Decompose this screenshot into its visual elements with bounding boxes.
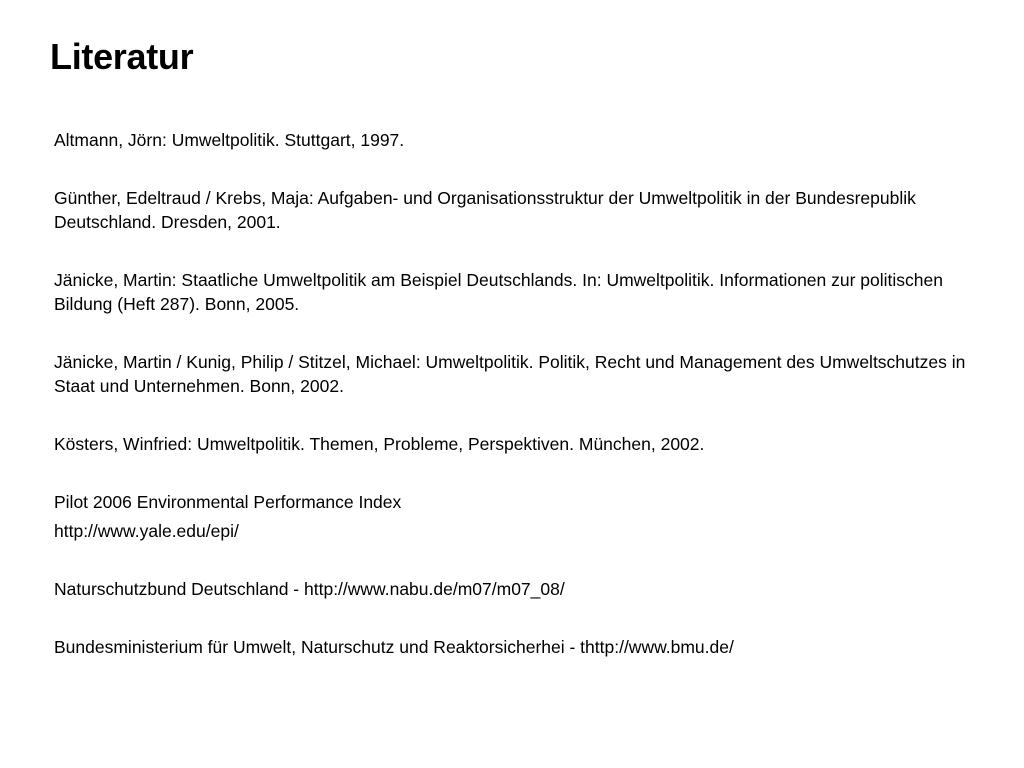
reference-item-guenther: Günther, Edeltraud / Krebs, Maja: Aufgaben- und Organisationsstruktur der Umweltpolitik in der Bundesrepublik Deutschland. Dresden, 2001.	[54, 188, 916, 232]
reference-link-yale[interactable]: http://www.yale.edu/epi/	[54, 521, 239, 541]
reference-item-epi: Pilot 2006 Environmental Performance Index	[54, 492, 402, 512]
reference-item-jaenicke-2005: Jänicke, Martin: Staatliche Umweltpolitik am Beispiel Deutschlands. In: Umweltpolitik. Informationen zur politischen Bildung (Heft 287). Bonn, 2005.	[54, 270, 943, 314]
reference-item-jaenicke-2002: Jänicke, Martin / Kunig, Philip / Stitzel, Michael: Umweltpolitik. Politik, Recht und Management des Umweltschutzes in Staat und Unternehmen. Bonn, 2002.	[54, 352, 966, 396]
reference-item-koesters: Kösters, Winfried: Umweltpolitik. Themen, Probleme, Perspektiven. München, 2002.	[54, 434, 705, 454]
reference-list	[54, 128, 984, 659]
reference-item-altmann: Altmann, Jörn: Umweltpolitik. Stuttgart, 1997.	[54, 130, 405, 150]
slide-title: Literatur	[50, 36, 194, 77]
reference-item-nabu[interactable]: Naturschutzbund Deutschland - http://www.nabu.de/m07/m07_08/	[54, 579, 565, 599]
reference-item-bmu[interactable]: Bundesministerium für Umwelt, Naturschutz und Reaktorsicherhei - thttp://www.bmu.de/	[54, 637, 734, 657]
